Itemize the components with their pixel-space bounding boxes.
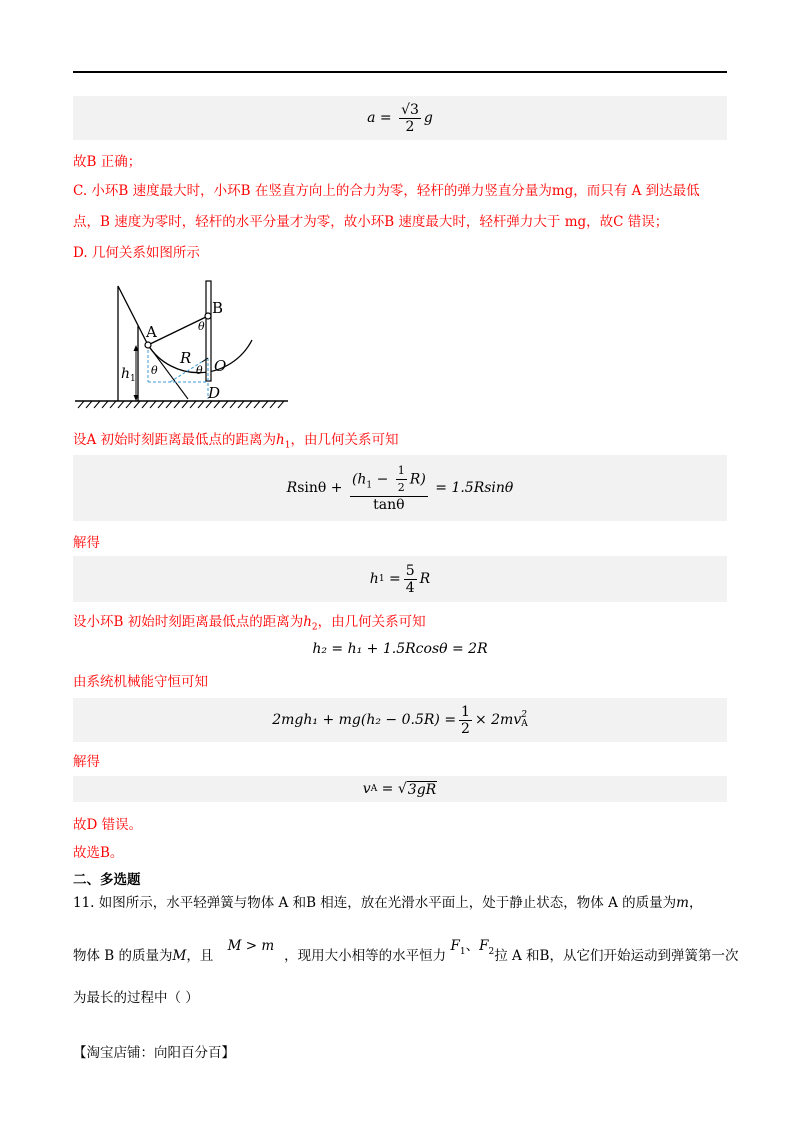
label-theta-b: θ [198,320,205,333]
label-d: D [208,384,221,402]
label-theta-o: θ [196,364,203,377]
label-a: A [146,323,157,341]
equation-energy: 2mgh₁ + mg(h₂ − 0.5R) = $\frac{1}{2}$ × 2mv 2 A [73,698,727,742]
geometry-figure [70,278,295,416]
label-theta-a: θ [151,364,158,377]
q11-line3: 为最长的过程中（ ） [73,990,199,1006]
option-c-line2: 点，B 速度为零时，轻杆的水平分量才为零，故小环B 速度最大时，轻杆弹力大于 mg，故C 错误； [73,214,669,230]
label-b: B [212,299,224,317]
q11-line1: 11. 如图所示，水平轻弹簧与物体 A 和B 相连，放在光滑水平面上，处于静止状态，物体 A 的质量为m， [73,895,703,911]
header-rule [73,71,727,73]
jie-de-1: 解得 [73,535,100,551]
equation-h2: h₂ = h₁ + 1.5Rcosθ = 2R [312,641,488,657]
set-a-line: 设A 初始时刻距离最低点的距离为$h_1$，由几何关系可知 [73,432,399,451]
b-correct-line: 故B 正确； [73,154,142,170]
equation-va: v A = √ 3gR [73,776,727,802]
section-title: 二、多选题 [73,872,141,888]
label-h1: $h_1$ [121,366,136,384]
option-d-line: D. 几何关系如图所示 [73,245,200,261]
equation-h1: h 1 = $\frac{5}{4}$ R [73,556,727,602]
option-c-line1: C. 小环B 速度最大时，小环B 在竖直方向上的合力为零，轻杆的弹力竖直分量为mg，而只有 A 到达最低 [73,183,700,199]
energy-line: 由系统机械能守恒可知 [73,674,208,690]
footer-shop: 【淘宝店铺：向阳百分百】 [73,1045,235,1061]
jie-de-2: 解得 [73,754,100,770]
choose-line: 故选B。 [73,845,124,861]
ring-a [145,342,151,348]
d-wrong-line: 故D 错误。 [73,817,143,833]
q11-line2: 物体 B 的质量为M，且 M > m，现用大小相等的水平恒力 $F_1$、$F_2$拉 A 和B，从它们开始运动到弹簧第一次 [73,938,739,964]
label-o: O [214,357,227,375]
equation-geometry: R sinθ + ($h_1$ − $\frac{1}{2}$ R) tanθ = 1.5Rsinθ [73,455,727,521]
set-b-line: 设小环B 初始时刻距离最低点的距离为$h_2$，由几何关系可知 [73,614,426,633]
equation-acceleration: a = $\frac{√3}{2}$ g [73,96,727,140]
ground-hatch [78,401,284,408]
label-r: R [180,349,192,367]
ring-b [205,313,211,319]
